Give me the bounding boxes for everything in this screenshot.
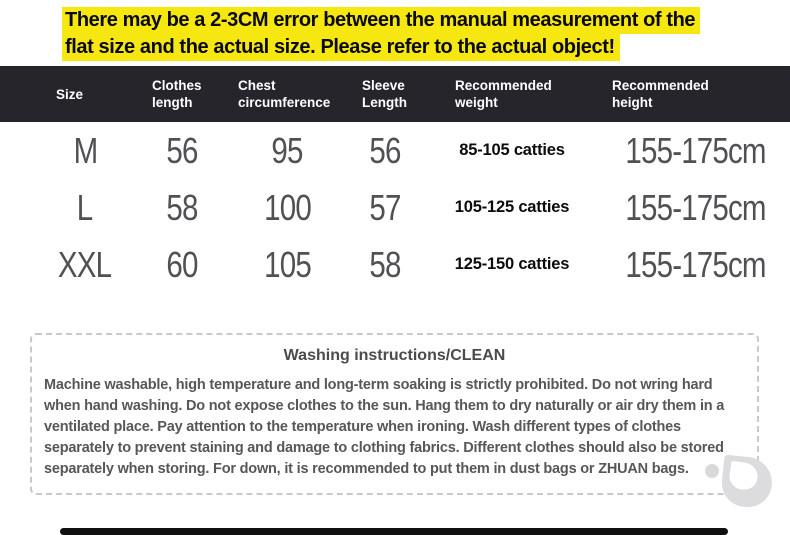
table-row — [0, 236, 790, 293]
cell-sleeve-length: 57 — [369, 186, 401, 228]
notice-highlight: flat size and the actual size. Please refer to the actual object! — [62, 34, 620, 61]
header-cell-clothes-length: Clothes length — [152, 78, 202, 110]
washing-instructions-box — [30, 333, 759, 495]
cell-size: L — [77, 186, 93, 228]
header-cell-size: Size — [56, 86, 84, 102]
cell-chest-circumference: 100 — [264, 186, 311, 228]
cell-sleeve-length: 56 — [369, 129, 401, 171]
header-cell-chest-circumference: Chest circumference — [238, 78, 331, 110]
cell-clothes-length: 60 — [166, 243, 199, 285]
header-cell-sleeve-length: Sleeve Length — [362, 78, 407, 110]
cell-clothes-length: 56 — [166, 129, 199, 171]
cell-clothes-length: 58 — [166, 186, 199, 228]
cell-chest-circumference: 95 — [271, 129, 304, 171]
section-divider-bar — [60, 528, 728, 535]
cell-size: M — [73, 129, 97, 171]
cell-recommended-weight: 85-105 catties — [459, 141, 565, 159]
size-table-body — [0, 122, 790, 293]
cell-size: XXL — [58, 243, 112, 285]
cell-recommended-height: 155-175cm — [625, 186, 766, 228]
cell-recommended-weight: 105-125 catties — [454, 198, 570, 216]
table-row — [0, 122, 790, 179]
washing-title: Washing instructions/CLEAN — [283, 347, 506, 364]
header-cell-recommended-height: Recommended height — [612, 78, 709, 110]
notice-line-1 — [62, 7, 700, 34]
size-table-header — [0, 66, 790, 122]
measurement-notice — [62, 7, 700, 61]
notice-line-2 — [62, 34, 700, 61]
cell-chest-circumference: 105 — [264, 243, 311, 285]
water-drop-icon — [720, 455, 775, 510]
header-cell-recommended-weight: Recommended weight — [455, 78, 552, 110]
cell-recommended-weight: 125-150 catties — [454, 255, 570, 273]
water-droplet-small-icon — [705, 464, 719, 478]
washing-body: Machine washable, high temperature and long-term soaking is strictly prohibited. Do not wring hard when hand washing. Do not expose clothes to the sun. Hang them to dry naturally or air dry them in a ventilated place. Pay attention to the temperature when ironing. Wash different types of clothes separately to prevent staining and damage to clothing fabrics. Different clothes should also be stored separately when storing. For down, it is recommended to put them in dust bags or ZHUAN bags. — [44, 377, 725, 477]
cell-recommended-height: 155-175cm — [625, 129, 766, 171]
cell-recommended-height: 155-175cm — [625, 243, 766, 285]
notice-highlight: There may be a 2-3CM error between the manual measurement of the — [62, 7, 700, 34]
cell-sleeve-length: 58 — [369, 243, 401, 285]
table-row — [0, 179, 790, 236]
